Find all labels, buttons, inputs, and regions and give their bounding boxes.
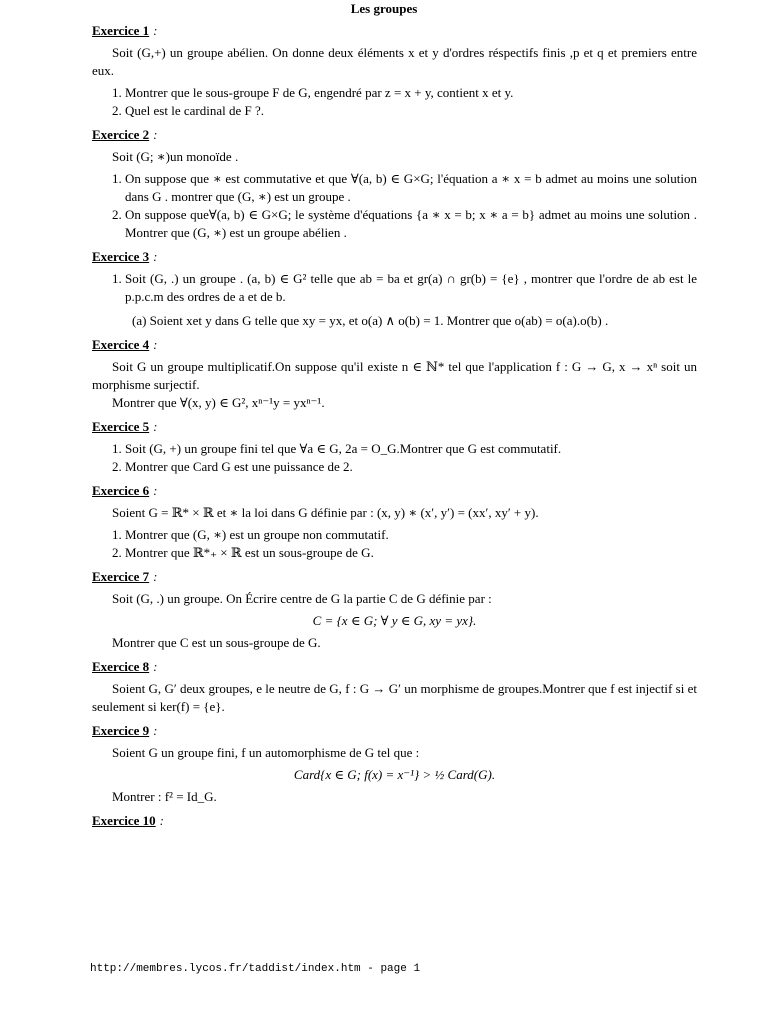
colon: : [153, 723, 158, 738]
exercise-items [92, 170, 697, 242]
exercise-8 [92, 658, 697, 716]
exercise-6 [92, 482, 697, 562]
exercise-list [92, 22, 697, 830]
exercise-items [92, 270, 697, 306]
exercise-intro: Soit (G,+) un groupe abélien. On donne deux éléments x et y d'ordres réspectifs finis ,p et q et premiers entre eux. [92, 45, 697, 78]
list-item: 1. Soit (G, +) un groupe fini tel que ∀a ∈ G, 2a = O_G.Montrer que G est commutatif. [125, 440, 697, 458]
list-item: 2. On suppose que∀(a, b) ∈ G×G; le système d'équations {a ∗ x = b; x ∗ a = b} admet au moins une solution . Montrer que (G, ∗) est un groupe abélien . [125, 206, 697, 242]
exercise-intro: Soit G un groupe multiplicatif.On suppose qu'il existe n ∈ ℕ* tel que l'application f : G → G, x → xⁿ soit un morphisme surjectif. [92, 359, 697, 392]
exercise-title: Exercice 4 [92, 337, 150, 352]
exercise-items [92, 526, 697, 562]
colon: : [153, 659, 158, 674]
exercise-title: Exercice 6 [92, 483, 150, 498]
exercise-9 [92, 722, 697, 806]
list-item: 2. Quel est le cardinal de F ?. [125, 102, 697, 120]
list-item: 1. Soit (G, .) un groupe . (a, b) ∈ G² telle que ab = ba et gr(a) ∩ gr(b) = {e} , montrer que l'ordre de ab est le p.p.c.m des ordres de a et de b. [125, 270, 697, 306]
page-title: Les groupes [350, 1, 418, 16]
exercise-items [92, 440, 697, 476]
exercise-4 [92, 336, 697, 412]
exercise-2 [92, 126, 697, 242]
exercise-10 [92, 812, 697, 830]
exercise-question: Montrer que C est un sous-groupe de G. [112, 635, 321, 650]
colon: : [153, 419, 158, 434]
exercise-title: Exercice 1 [92, 23, 150, 38]
colon: : [153, 127, 158, 142]
exercise-5 [92, 418, 697, 476]
exercise-intro: Soient G = ℝ* × ℝ et ∗ la loi dans G définie par : (x, y) ∗ (x′, y′) = (xx′, xy′ + y). [112, 505, 539, 520]
exercise-question: Montrer que ∀(x, y) ∈ G², xⁿ⁻¹y = yxⁿ⁻¹. [112, 395, 325, 410]
exercise-3 [92, 248, 697, 330]
colon: : [153, 569, 158, 584]
page-footer-url[interactable]: http://membres.lycos.fr/taddist/index.htm - page 1 [90, 963, 421, 975]
colon: : [153, 337, 158, 352]
exercise-title: Exercice 10 [92, 813, 156, 828]
exercise-intro: Soient G, G′ deux groupes, e le neutre de G, f : G → G′ un morphisme de groupes.Montrer que f est injectif si et seulement si ker(f) = {e}. [92, 681, 697, 714]
display-formula: C = {x ∈ G; ∀ y ∈ G, xy = yx}. [312, 613, 477, 628]
display-formula: Card{x ∈ G; f(x) = x⁻¹} > ½ Card(G). [293, 767, 496, 782]
exercise-items [92, 84, 697, 120]
colon: : [153, 23, 158, 38]
exercise-7 [92, 568, 697, 652]
colon: : [153, 483, 158, 498]
colon: : [153, 249, 158, 264]
exercise-intro: Soient G un groupe fini, f un automorphisme de G tel que : [112, 745, 420, 760]
list-item: 1. On suppose que ∗ est commutative et que ∀(a, b) ∈ G×G; l'équation a ∗ x = b admet au moins une solution dans G . montrer que (G, ∗) est un groupe . [125, 170, 697, 206]
colon: : [159, 813, 164, 828]
exercise-title: Exercice 2 [92, 127, 150, 142]
exercise-title: Exercice 8 [92, 659, 150, 674]
list-item: 1. Montrer que (G, ∗) est un groupe non commutatif. [125, 526, 697, 544]
exercise-title: Exercice 5 [92, 419, 150, 434]
sub-question: (a) Soient xet y dans G telle que xy = yx, et o(a) ∧ o(b) = 1. Montrer que o(ab) = o(a).o(b) . [132, 313, 609, 328]
list-item: 1. Montrer que le sous-groupe F de G, engendré par z = x + y, contient x et y. [125, 84, 697, 102]
exercise-title: Exercice 9 [92, 723, 150, 738]
exercise-intro: Soit (G; ∗)un monoïde . [112, 149, 239, 164]
exercise-title: Exercice 3 [92, 249, 150, 264]
list-item: 2. Montrer que ℝ*₊ × ℝ est un sous-groupe de G. [125, 544, 697, 562]
exercise-question: Montrer : f² = Id_G. [112, 789, 217, 804]
exercise-intro: Soit (G, .) un groupe. On Écrire centre de G la partie C de G définie par : [112, 591, 492, 606]
exercise-1 [92, 22, 697, 120]
list-item: 2. Montrer que Card G est une puissance de 2. [125, 458, 697, 476]
exercise-title: Exercice 7 [92, 569, 150, 584]
